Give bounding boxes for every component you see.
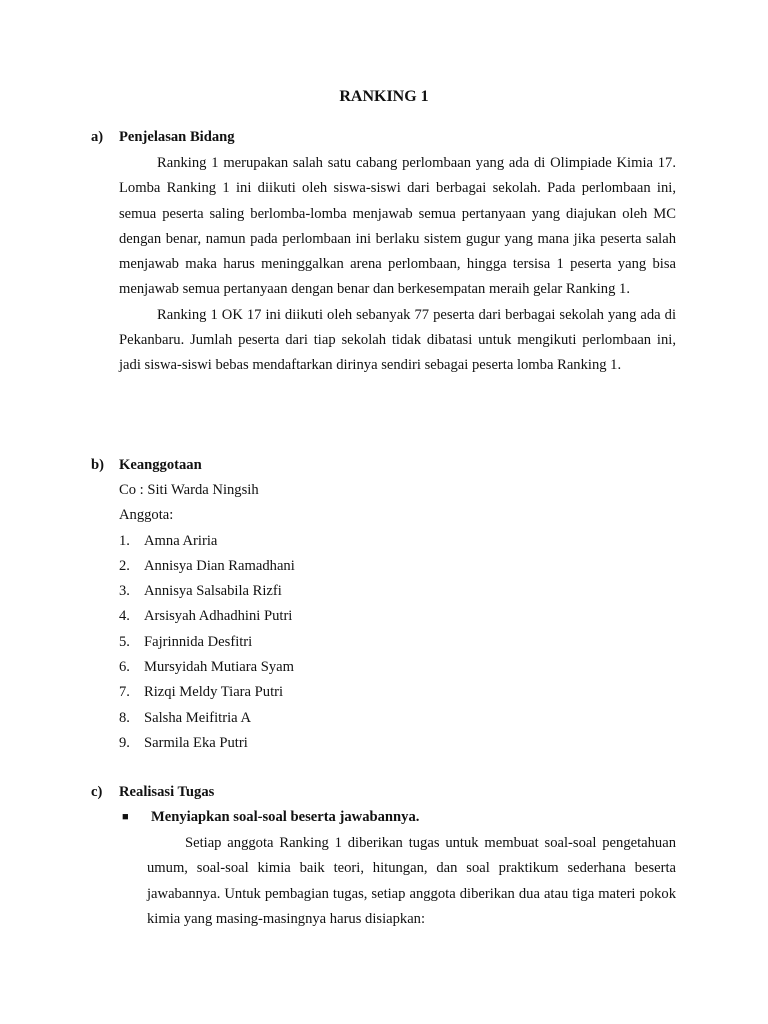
member-name: Amna Ariria xyxy=(144,532,218,549)
section-heading xyxy=(91,125,676,150)
member-name: Salsha Meifitria A xyxy=(144,709,252,726)
member-name: Mursyidah Mutiara Syam xyxy=(144,659,294,676)
list-number: 9. xyxy=(119,734,130,751)
paragraph: Setiap anggota Ranking 1 diberikan tugas untuk membuat soal-soal pengetahuan umum, soal-soal kimia baik teori, hitungan, dan soal praktikum sederhana beserta jawabannya. Untuk pembagian tugas, setiap anggota diberikan dua atau tiga materi pokok kimia yang masing-masingnya harus disiapkan: xyxy=(147,835,676,927)
list-item xyxy=(119,604,676,629)
list-number: 6. xyxy=(119,659,130,676)
list-item xyxy=(119,579,676,604)
task-bullet xyxy=(119,805,676,830)
square-bullet-icon: ■ xyxy=(122,811,129,823)
section-letter: b) xyxy=(91,457,104,473)
list-number: 1. xyxy=(119,532,130,549)
member-name: Sarmila Eka Putri xyxy=(144,734,248,751)
member-name: Fajrinnida Desfitri xyxy=(144,633,253,650)
list-number: 7. xyxy=(119,684,130,701)
task-heading: Menyiapkan soal-soal beserta jawabannya. xyxy=(151,809,420,825)
section-keanggotaan xyxy=(91,453,676,756)
list-number: 3. xyxy=(119,583,130,600)
member-name: Annisya Salsabila Rizfi xyxy=(144,583,282,600)
list-item xyxy=(119,731,676,756)
member-name: Rizqi Meldy Tiara Putri xyxy=(144,684,284,701)
member-name: Arsisyah Adhadhini Putri xyxy=(144,608,293,625)
list-number: 2. xyxy=(119,557,130,574)
member-list xyxy=(91,529,676,757)
section-letter: c) xyxy=(91,784,103,800)
section-title: Penjelasan Bidang xyxy=(119,129,235,145)
section-heading xyxy=(91,453,676,478)
section-penjelasan-bidang xyxy=(91,125,676,379)
member-name: Annisya Dian Ramadhani xyxy=(144,557,295,574)
members-label: Anggota: xyxy=(119,507,174,524)
section-heading xyxy=(91,780,676,805)
section-title: Keanggotaan xyxy=(119,457,202,473)
list-number: 4. xyxy=(119,608,130,625)
document-title: RANKING 1 xyxy=(339,88,429,105)
list-number: 5. xyxy=(119,633,130,650)
co-line: Co : Siti Warda Ningsih xyxy=(119,482,259,498)
paragraph: Ranking 1 OK 17 ini diikuti oleh sebanyak 77 peserta dari berbagai sekolah yang ada di Pekanbaru. Jumlah peserta dari tiap sekolah tidak dibatasi untuk mengikuti perlombaan ini, jadi siswa-siswi bebas mendaftarkan dirinya sendiri sebagai peserta lomba Ranking 1. xyxy=(119,306,676,374)
section-title: Realisasi Tugas xyxy=(119,784,215,800)
list-item xyxy=(119,706,676,731)
list-item xyxy=(119,630,676,655)
list-item xyxy=(119,655,676,680)
list-item xyxy=(119,529,676,554)
paragraph: Ranking 1 merupakan salah satu cabang perlombaan yang ada di Olimpiade Kimia 17. Lomba Ranking 1 ini diikuti oleh siswa-siswi dari berbagai sekolah. Pada perlombaan ini, semua peserta saling berlomba-lomba menjawab semua pertanyaan yang diajukan oleh MC dengan benar, namun pada perlombaan ini berlaku sistem gugur yang mana jika peserta salah menjawab maka harus meninggalkan arena perlombaan, hingga tersisa 1 peserta yang bisa menjawab semua pertanyaan dengan benar dan berkesempatan meraih gelar Ranking 1. xyxy=(119,155,676,298)
section-realisasi-tugas xyxy=(91,780,676,932)
list-number: 8. xyxy=(119,709,130,726)
list-item xyxy=(119,554,676,579)
list-item xyxy=(119,680,676,705)
section-letter: a) xyxy=(91,129,104,145)
